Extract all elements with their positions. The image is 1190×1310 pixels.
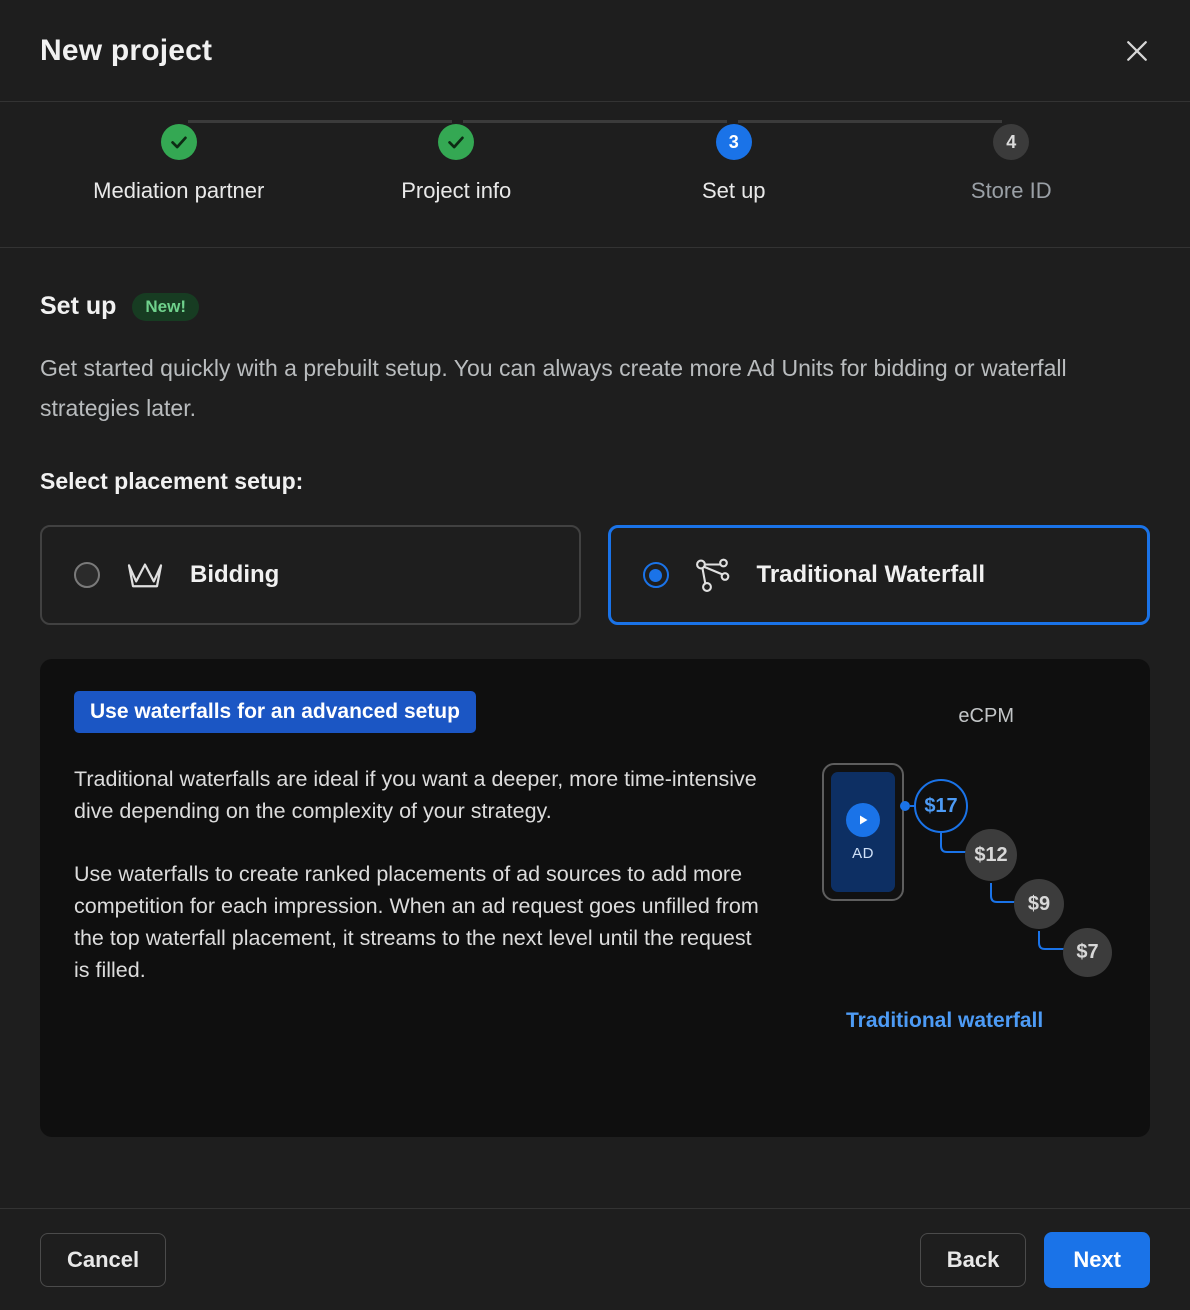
step-marker [438, 124, 474, 160]
step-marker [161, 124, 197, 160]
section-title: Set up [40, 292, 117, 320]
option-bidding[interactable] [40, 525, 581, 625]
stepper-connector-2 [463, 120, 727, 123]
select-placement-label: Select placement setup: [40, 468, 304, 495]
ecpm-node-4 [1063, 928, 1112, 977]
next-button[interactable]: Next [1044, 1232, 1150, 1288]
radio-traditional-waterfall[interactable] [643, 562, 669, 588]
info-text-column [74, 691, 764, 1105]
info-paragraph-2: Use waterfalls to create ranked placements of ad sources to add more competition for each impression. When an ad request goes unfilled from the top waterfall placement, it streams to the next level until the request is filled. [74, 861, 759, 983]
option-label: Traditional Waterfall [756, 561, 985, 589]
info-chip: Use waterfalls for an advanced setup [74, 691, 476, 733]
step-label: Set up [701, 178, 766, 203]
option-traditional-waterfall[interactable] [608, 525, 1151, 625]
page-title: New project [40, 33, 213, 67]
section-header [40, 292, 1150, 321]
waterfall-diagram [784, 691, 1116, 1105]
cancel-button[interactable]: Cancel [40, 1233, 166, 1287]
back-button[interactable]: Back [920, 1233, 1027, 1287]
section-description: Get started quickly with a prebuilt setup. You can always create more Ad Units for bidding or waterfall strategies later. [40, 355, 1067, 421]
stepper-connector-3 [738, 120, 1002, 123]
step-label: Store ID [970, 178, 1052, 203]
option-label: Bidding [190, 561, 280, 589]
placement-options [40, 525, 1150, 625]
dialog-body [0, 248, 1190, 1208]
ecpm-node-value: $9 [1027, 892, 1051, 915]
phone-ad-label: AD [852, 844, 874, 862]
waterfall-nodes-icon [693, 557, 733, 593]
info-panel [40, 659, 1150, 1137]
diagram-caption: Traditional waterfall [846, 1009, 1044, 1033]
close-icon[interactable] [1114, 28, 1160, 74]
stepper [0, 102, 1190, 248]
radio-bidding[interactable] [74, 562, 100, 588]
ecpm-node-value: $7 [1076, 941, 1099, 964]
step-mediation-partner[interactable] [40, 124, 318, 204]
ecpm-node-value: $12 [974, 843, 1008, 866]
status-badge: New! [132, 293, 199, 321]
dialog-header [0, 0, 1190, 102]
ecpm-label: eCPM [958, 705, 1014, 728]
dialog-footer [0, 1208, 1190, 1310]
stepper-connector-1 [188, 120, 452, 123]
ecpm-node-value: $17 [924, 794, 958, 817]
step-set-up[interactable] [595, 124, 873, 204]
step-project-info[interactable] [318, 124, 596, 204]
step-label: Project info [401, 178, 512, 203]
step-marker: 4 [993, 124, 1029, 160]
info-paragraph-1: Traditional waterfalls are ideal if you want a deeper, more time-intensive dive depending on the complexity of your strategy. [74, 767, 757, 824]
step-store-id[interactable] [873, 124, 1151, 204]
step-label: Mediation partner [93, 178, 265, 203]
crown-icon [124, 559, 166, 591]
ecpm-node-3 [1014, 879, 1064, 929]
ecpm-node-1 [914, 779, 968, 833]
step-marker: 3 [716, 124, 752, 160]
ecpm-node-2 [965, 829, 1017, 881]
